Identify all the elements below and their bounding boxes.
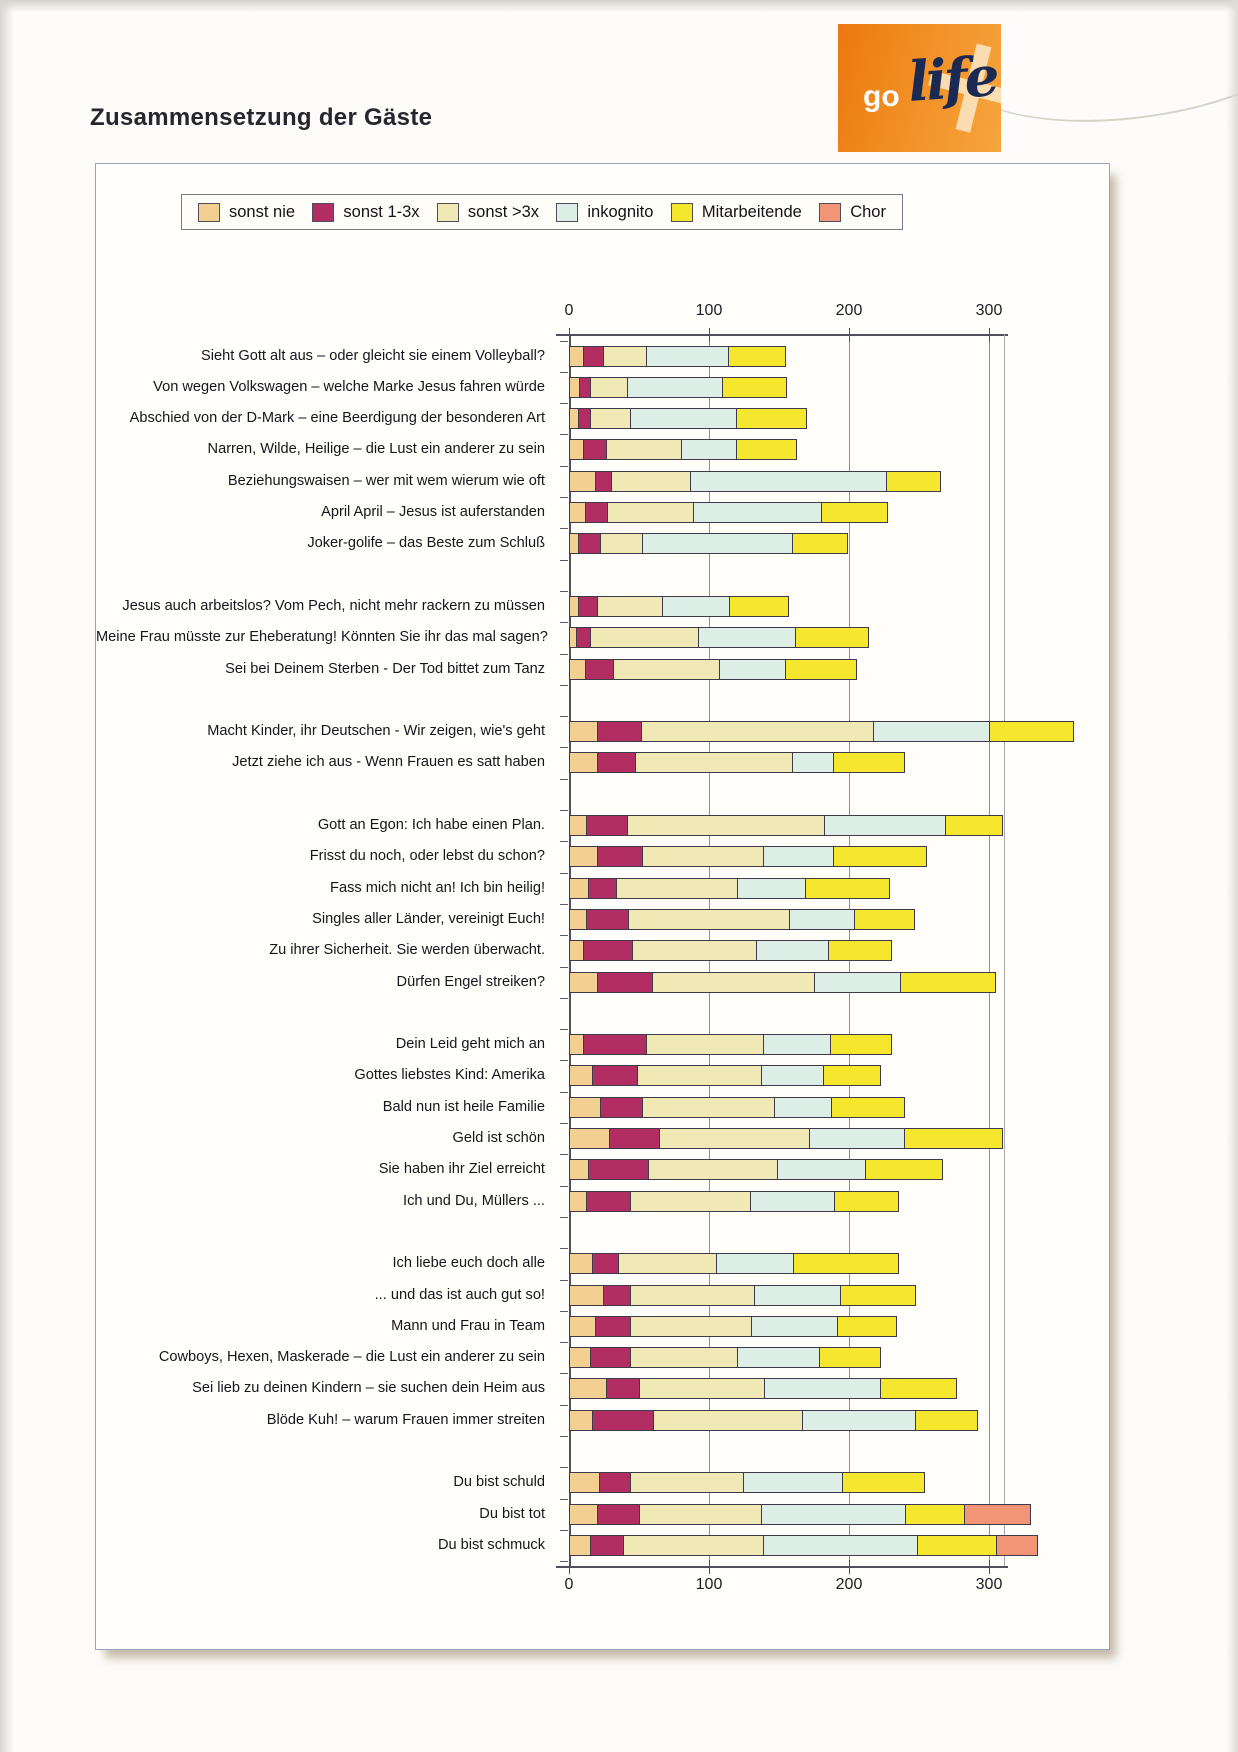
bar-segment-sonst-3x xyxy=(642,846,763,867)
bar-segment-sonst-1-3x xyxy=(597,972,653,993)
bar-segment-sonst-3x xyxy=(607,502,693,523)
bar-segment-sonst-3x xyxy=(653,1410,802,1431)
row-label: Du bist tot xyxy=(479,1505,545,1522)
legend-label: Chor xyxy=(850,202,886,221)
bar-segment-sonst-3x xyxy=(642,1097,775,1118)
bar-segment-mitarbeitende xyxy=(736,439,797,460)
bar-segment-sonst-nie xyxy=(569,502,586,523)
bar-segment-mitarbeitende xyxy=(854,909,915,930)
bar-segment-sonst-3x xyxy=(590,627,699,648)
bar-segment-inkognito xyxy=(627,377,723,398)
bar-segment-sonst-nie xyxy=(569,1504,598,1525)
bar-segment-sonst-3x xyxy=(630,1472,744,1493)
bar-segment-inkognito xyxy=(789,909,854,930)
bar-segment-sonst-1-3x xyxy=(597,721,641,742)
row-label: Gott an Egon: Ich habe einen Plan. xyxy=(317,817,545,833)
row-label: Gottes liebstes Kind: Amerika xyxy=(354,1067,545,1084)
row-boundary-tick xyxy=(560,1342,568,1343)
bar-segment-sonst-nie xyxy=(569,721,598,742)
golife-logo xyxy=(838,24,1001,152)
bar-segment-sonst-nie xyxy=(569,1159,589,1180)
bar-segment-mitarbeitende xyxy=(785,659,857,680)
row-boundary-tick xyxy=(560,1154,568,1155)
bar-segment-sonst-3x xyxy=(641,721,874,742)
bar-segment-sonst-1-3x xyxy=(597,752,636,773)
bar-segment-sonst-3x xyxy=(659,1128,810,1149)
row-boundary-tick xyxy=(560,591,568,592)
bar-segment-sonst-1-3x xyxy=(599,1472,631,1493)
row-boundary-tick xyxy=(560,372,568,373)
top-axis-tick-label: 300 xyxy=(975,302,1003,319)
row-boundary-tick xyxy=(560,1123,568,1124)
bar-segment-sonst-1-3x xyxy=(592,1410,655,1431)
row-label: Ich und Du, Müllers ... xyxy=(403,1192,545,1209)
scan-edge-right xyxy=(1226,0,1238,1752)
row-label: Du bist schmuck xyxy=(437,1536,545,1553)
bar-segment-sonst-nie xyxy=(569,471,596,492)
bar-segment-inkognito xyxy=(763,846,834,867)
bar-segment-sonst-1-3x xyxy=(597,1504,640,1525)
row-boundary-tick xyxy=(560,654,568,655)
bar-segment-sonst-1-3x xyxy=(609,1128,660,1149)
row-label: Ich liebe euch doch alle xyxy=(392,1255,545,1272)
bar-segment-mitarbeitende xyxy=(830,1034,893,1055)
bar-segment-mitarbeitende xyxy=(793,1253,899,1274)
bar-segment-inkognito xyxy=(792,752,834,773)
row-label: Sieht Gott alt aus – oder gleicht sie einem Volleyball? xyxy=(201,347,545,364)
bar-segment-sonst-1-3x xyxy=(592,1065,638,1086)
bar-segment-sonst-nie xyxy=(569,1128,610,1149)
bar-segment-sonst-3x xyxy=(646,1034,763,1055)
bar-segment-sonst-1-3x xyxy=(595,471,613,492)
row-boundary-tick xyxy=(560,998,568,999)
bar-segment-inkognito xyxy=(809,1128,905,1149)
bar-segment-inkognito xyxy=(681,439,737,460)
bar-segment-mitarbeitende xyxy=(880,1378,957,1399)
row-boundary-tick xyxy=(560,1311,568,1312)
bottom-axis-tick-label: 300 xyxy=(975,1576,1003,1593)
bar-segment-inkognito xyxy=(698,627,796,648)
bar-segment-sonst-1-3x xyxy=(578,533,601,554)
row-boundary-tick xyxy=(560,1248,568,1249)
row-boundary-tick xyxy=(560,497,568,498)
row-label: Zu ihrer Sicherheit. Sie werden überwacht. xyxy=(269,942,545,959)
row-label: Narren, Wilde, Heilige – die Lust ein anderer zu sein xyxy=(207,441,545,458)
bar-segment-sonst-3x xyxy=(616,878,739,899)
bar-segment-mitarbeitende xyxy=(904,1128,1003,1149)
bar-segment-mitarbeitende xyxy=(828,940,892,961)
row-boundary-tick xyxy=(560,716,568,717)
bar-segment-inkognito xyxy=(824,815,945,836)
axis-tick xyxy=(709,1560,710,1574)
bar-segment-chor xyxy=(964,1504,1031,1525)
row-boundary-tick xyxy=(560,904,568,905)
gridline-300 xyxy=(989,334,990,1566)
bar-segment-inkognito xyxy=(737,878,805,899)
row-label: Von wegen Volkswagen – welche Marke Jesus fahren würde xyxy=(153,378,545,395)
bar-segment-mitarbeitende xyxy=(736,408,807,429)
bar-segment-sonst-3x xyxy=(652,972,815,993)
bar-segment-mitarbeitende xyxy=(945,815,1003,836)
axis-tick xyxy=(849,328,850,342)
bar-segment-sonst-3x xyxy=(628,909,790,930)
bar-segment-sonst-nie xyxy=(569,439,584,460)
bar-segment-sonst-nie xyxy=(569,1065,593,1086)
bar-segment-sonst-3x xyxy=(630,1347,739,1368)
bar-segment-sonst-nie xyxy=(569,752,598,773)
row-boundary-tick xyxy=(560,560,568,561)
bar-segment-sonst-1-3x xyxy=(578,408,592,429)
bar-segment-mitarbeitende xyxy=(722,377,787,398)
bar-segment-sonst-nie xyxy=(569,878,589,899)
bottom-axis-line xyxy=(556,1566,1008,1568)
bar-segment-inkognito xyxy=(756,940,830,961)
bar-segment-mitarbeitende xyxy=(837,1316,897,1337)
bar-segment-mitarbeitende xyxy=(833,846,928,867)
bar-segment-inkognito xyxy=(814,972,900,993)
legend-label: Mitarbeitende xyxy=(701,202,802,221)
axis-tick xyxy=(569,1560,570,1574)
bar-segment-inkognito xyxy=(743,1472,843,1493)
bar-segment-mitarbeitende xyxy=(840,1285,917,1306)
bar-segment-inkognito xyxy=(716,1253,794,1274)
bar-segment-inkognito xyxy=(690,471,887,492)
row-boundary-tick xyxy=(560,779,568,780)
row-boundary-tick xyxy=(560,810,568,811)
bar-segment-mitarbeitende xyxy=(728,346,786,367)
bar-segment-sonst-nie xyxy=(569,1378,607,1399)
bar-segment-sonst-nie xyxy=(569,1285,604,1306)
bar-segment-sonst-1-3x xyxy=(588,1159,649,1180)
legend-label: sonst 1-3x xyxy=(343,202,420,221)
row-label: Geld ist schön xyxy=(452,1130,545,1146)
bottom-axis-tick-label: 0 xyxy=(564,1576,574,1593)
bar-segment-inkognito xyxy=(763,1034,831,1055)
bar-segment-sonst-1-3x xyxy=(600,1097,643,1118)
bar-segment-inkognito xyxy=(719,659,786,680)
bar-segment-sonst-nie xyxy=(569,659,586,680)
bar-segment-sonst-nie xyxy=(569,846,598,867)
bar-segment-sonst-1-3x xyxy=(597,846,643,867)
row-boundary-tick xyxy=(560,341,568,342)
bar-segment-sonst-1-3x xyxy=(590,1535,623,1556)
bar-segment-mitarbeitende xyxy=(805,878,890,899)
bar-segment-sonst-nie xyxy=(569,1191,587,1212)
row-label: Du bist schuld xyxy=(453,1474,545,1491)
bar-segment-mitarbeitende xyxy=(795,627,869,648)
bar-segment-inkognito xyxy=(750,1191,835,1212)
bar-segment-sonst-1-3x xyxy=(590,1347,630,1368)
bar-segment-sonst-3x xyxy=(611,471,690,492)
bar-segment-mitarbeitende xyxy=(729,596,789,617)
scan-edge-left xyxy=(0,0,14,1752)
row-label: Mann und Frau in Team xyxy=(391,1317,545,1334)
bar-segment-sonst-3x xyxy=(600,533,643,554)
bar-segment-mitarbeitende xyxy=(842,1472,924,1493)
legend-label: sonst nie xyxy=(229,202,296,221)
row-label: Abschied von der D-Mark – eine Beerdigung der besonderen Art xyxy=(129,410,545,427)
bar-segment-sonst-nie xyxy=(569,1253,593,1274)
bar-segment-mitarbeitende xyxy=(905,1504,965,1525)
row-label: Beziehungswaisen – wer mit wem wierum wie oft xyxy=(227,472,545,489)
bar-segment-sonst-1-3x xyxy=(583,940,633,961)
row-label: Cowboys, Hexen, Maskerade – die Lust ein anderer zu sein xyxy=(158,1349,545,1366)
axis-tick xyxy=(849,1560,850,1574)
bar-segment-sonst-1-3x xyxy=(583,1034,647,1055)
bar-segment-sonst-1-3x xyxy=(578,596,599,617)
bar-segment-sonst-1-3x xyxy=(586,1191,630,1212)
legend-label: sonst >3x xyxy=(467,202,540,221)
bar-segment-sonst-1-3x xyxy=(585,659,614,680)
top-axis-tick-label: 200 xyxy=(835,302,863,319)
bar-segment-sonst-1-3x xyxy=(588,878,617,899)
row-label: Frisst du noch, oder lebst du schon? xyxy=(309,848,545,865)
bar-segment-mitarbeitende xyxy=(821,502,888,523)
top-axis-tick-label: 100 xyxy=(695,302,723,319)
top-axis-line xyxy=(556,334,1008,336)
bar-segment-sonst-nie xyxy=(569,1347,591,1368)
bar-segment-mitarbeitende xyxy=(886,471,942,492)
axis-tick xyxy=(569,328,570,342)
row-boundary-tick xyxy=(560,747,568,748)
row-label: Bald nun ist heile Familie xyxy=(382,1098,545,1115)
bar-segment-sonst-3x xyxy=(637,1065,763,1086)
row-boundary-tick xyxy=(560,1092,568,1093)
bar-segment-sonst-3x xyxy=(590,408,630,429)
bar-segment-inkognito xyxy=(737,1347,819,1368)
row-label: Dürfen Engel streiken? xyxy=(396,973,545,990)
bar-segment-inkognito xyxy=(764,1378,881,1399)
bar-segment-inkognito xyxy=(646,346,728,367)
bar-segment-mitarbeitende xyxy=(833,752,905,773)
plot-right-border xyxy=(1004,334,1005,1566)
row-label: Blöde Kuh! – warum Frauen immer streiten xyxy=(266,1411,545,1428)
bar-segment-mitarbeitende xyxy=(823,1065,881,1086)
bar-segment-sonst-3x xyxy=(639,1378,765,1399)
row-label: Sei bei Deinem Sterben - Der Tod bittet zum Tanz xyxy=(225,660,545,677)
row-boundary-tick xyxy=(560,1280,568,1281)
row-label: Jesus auch arbeitslos? Vom Pech, nicht mehr rackern zu müssen xyxy=(122,597,545,614)
bar-segment-inkognito xyxy=(763,1535,918,1556)
bar-segment-sonst-nie xyxy=(569,1034,584,1055)
bottom-axis-tick-label: 100 xyxy=(695,1576,723,1593)
axis-tick xyxy=(709,328,710,342)
bar-segment-mitarbeitende xyxy=(917,1535,998,1556)
bar-segment-sonst-nie xyxy=(569,346,584,367)
bar-segment-inkognito xyxy=(693,502,823,523)
bar-segment-sonst-nie xyxy=(569,909,587,930)
bar-segment-sonst-1-3x xyxy=(592,1253,620,1274)
row-boundary-tick xyxy=(560,685,568,686)
bar-segment-sonst-3x xyxy=(639,1504,762,1525)
row-boundary-tick xyxy=(560,1436,568,1437)
bar-segment-mitarbeitende xyxy=(989,721,1074,742)
bar-segment-sonst-nie xyxy=(569,1535,591,1556)
row-boundary-tick xyxy=(560,967,568,968)
bottom-axis-tick-label: 200 xyxy=(835,1576,863,1593)
bar-segment-mitarbeitende xyxy=(819,1347,882,1368)
legend-label: inkognito xyxy=(587,202,654,221)
bar-segment-sonst-1-3x xyxy=(576,627,591,648)
row-label: Macht Kinder, ihr Deutschen - Wir zeigen, wie's geht xyxy=(207,723,545,740)
bar-segment-chor xyxy=(996,1535,1038,1556)
bar-segment-inkognito xyxy=(754,1285,840,1306)
bar-segment-mitarbeitende xyxy=(834,1191,899,1212)
row-label: Singles aller Länder, vereinigt Euch! xyxy=(312,910,545,927)
bar-segment-inkognito xyxy=(662,596,730,617)
row-boundary-tick xyxy=(560,1186,568,1187)
row-label: Fass mich nicht an! Ich bin heilig! xyxy=(330,879,545,896)
bar-segment-sonst-3x xyxy=(606,439,683,460)
bar-segment-sonst-nie xyxy=(569,1472,600,1493)
bar-segment-mitarbeitende xyxy=(915,1410,978,1431)
bar-segment-sonst-1-3x xyxy=(583,439,606,460)
bar-segment-inkognito xyxy=(751,1316,837,1337)
bar-segment-sonst-1-3x xyxy=(586,909,629,930)
bar-segment-inkognito xyxy=(777,1159,866,1180)
row-boundary-tick xyxy=(560,622,568,623)
bar-segment-sonst-nie xyxy=(569,1410,593,1431)
row-label: Meine Frau müsste zur Eheberatung! Könnten Sie ihr das mal sagen? xyxy=(96,629,548,646)
row-boundary-tick xyxy=(560,1530,568,1531)
bar-segment-inkognito xyxy=(802,1410,916,1431)
row-label: ... und das ist auch gut so! xyxy=(374,1286,545,1303)
chart-panel xyxy=(95,163,1110,1650)
stacked-bar-chart xyxy=(96,164,1109,1649)
bar-segment-sonst-3x xyxy=(635,752,793,773)
row-boundary-tick xyxy=(560,1029,568,1030)
bar-segment-sonst-nie xyxy=(569,815,587,836)
logo-go-text: go xyxy=(863,80,900,113)
row-boundary-tick xyxy=(560,1217,568,1218)
axis-tick xyxy=(989,1560,990,1574)
bar-segment-mitarbeitende xyxy=(865,1159,943,1180)
row-label: April April – Jesus ist auferstanden xyxy=(321,504,545,520)
bar-segment-inkognito xyxy=(630,408,737,429)
bar-segment-sonst-3x xyxy=(630,1316,753,1337)
bar-segment-sonst-1-3x xyxy=(595,1316,631,1337)
row-boundary-tick xyxy=(560,1060,568,1061)
row-label: Jetzt ziehe ich aus - Wenn Frauen es satt haben xyxy=(232,754,545,771)
row-boundary-tick xyxy=(560,935,568,936)
page-title: Zusammensetzung der Gäste xyxy=(90,104,433,132)
bar-segment-sonst-3x xyxy=(627,815,825,836)
bar-segment-sonst-nie xyxy=(569,972,598,993)
bar-segment-sonst-nie xyxy=(569,940,584,961)
bar-segment-sonst-1-3x xyxy=(583,346,604,367)
bar-segment-sonst-3x xyxy=(618,1253,717,1274)
row-boundary-tick xyxy=(560,1467,568,1468)
bar-segment-mitarbeitende xyxy=(900,972,996,993)
bar-segment-mitarbeitende xyxy=(831,1097,905,1118)
row-boundary-tick xyxy=(560,1561,568,1562)
bar-segment-sonst-3x xyxy=(630,1191,751,1212)
bar-segment-sonst-1-3x xyxy=(586,815,628,836)
row-boundary-tick xyxy=(560,403,568,404)
bar-segment-sonst-1-3x xyxy=(603,1285,631,1306)
top-axis-tick-label: 0 xyxy=(564,302,574,319)
bar-segment-mitarbeitende xyxy=(792,533,848,554)
bar-segment-inkognito xyxy=(761,1504,906,1525)
row-boundary-tick xyxy=(560,1373,568,1374)
bar-segment-sonst-nie xyxy=(569,1316,596,1337)
logo-life-text: life xyxy=(905,42,999,115)
bar-segment-inkognito xyxy=(761,1065,824,1086)
bar-segment-sonst-3x xyxy=(630,1285,756,1306)
bar-segment-sonst-3x xyxy=(597,596,662,617)
row-boundary-tick xyxy=(560,434,568,435)
row-boundary-tick xyxy=(560,1405,568,1406)
bar-segment-sonst-3x xyxy=(623,1535,764,1556)
bar-segment-sonst-3x xyxy=(603,346,647,367)
row-boundary-tick xyxy=(560,841,568,842)
row-label: Sei lieb zu deinen Kindern – sie suchen dein Heim aus xyxy=(192,1380,545,1397)
bar-segment-sonst-3x xyxy=(613,659,720,680)
bar-segment-inkognito xyxy=(642,533,793,554)
bar-segment-sonst-1-3x xyxy=(585,502,608,523)
row-label: Joker-golife – das Beste zum Schluß xyxy=(307,535,545,552)
axis-tick xyxy=(989,328,990,342)
row-boundary-tick xyxy=(560,466,568,467)
row-boundary-tick xyxy=(560,873,568,874)
row-label: Sie haben ihr Ziel erreicht xyxy=(378,1161,545,1178)
bar-segment-sonst-3x xyxy=(648,1159,778,1180)
bar-segment-sonst-3x xyxy=(590,377,627,398)
row-boundary-tick xyxy=(560,1499,568,1500)
bar-segment-inkognito xyxy=(873,721,990,742)
bar-segment-sonst-nie xyxy=(569,1097,601,1118)
bar-segment-sonst-3x xyxy=(632,940,756,961)
row-boundary-tick xyxy=(560,528,568,529)
bar-segment-sonst-1-3x xyxy=(606,1378,641,1399)
bar-segment-inkognito xyxy=(774,1097,832,1118)
row-label: Dein Leid geht mich an xyxy=(395,1036,545,1053)
